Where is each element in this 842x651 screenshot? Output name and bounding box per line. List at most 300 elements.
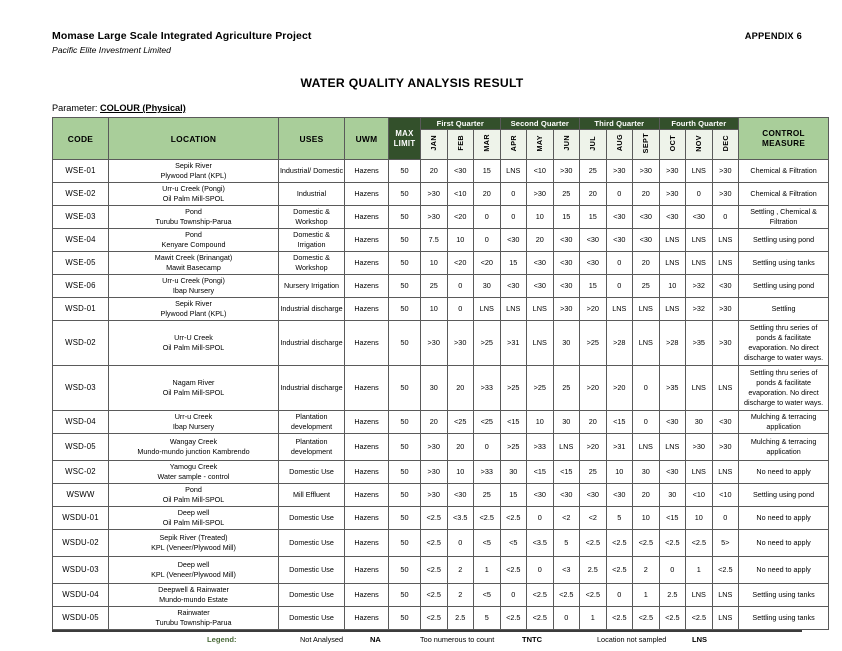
cell-max-limit: 50 — [389, 183, 421, 206]
parameter-label: Parameter: — [52, 103, 98, 113]
cell-location — [109, 434, 279, 461]
cell-value: >30 — [712, 160, 739, 183]
cell-value: 20 — [580, 411, 607, 434]
cell-value: <2.5 — [474, 507, 501, 530]
cell-value: <2.5 — [421, 530, 448, 557]
cell-value: 10 — [447, 461, 474, 484]
th-quarter-1: First Quarter — [421, 118, 501, 130]
cell-code: WSD-05 — [53, 434, 109, 461]
cell-code: WSDU-03 — [53, 557, 109, 584]
cell-value: <30 — [553, 275, 580, 298]
cell-location — [109, 530, 279, 557]
location-line1: Urr-U Creek — [174, 333, 213, 342]
cell-uwm: Hazens — [345, 530, 389, 557]
cell-value: <3 — [553, 557, 580, 584]
cell-value: <3.5 — [447, 507, 474, 530]
cell-value: <30 — [659, 461, 686, 484]
cell-value: <15 — [553, 461, 580, 484]
table-row — [53, 557, 829, 584]
cell-uwm: Hazens — [345, 434, 389, 461]
cell-value: <25 — [447, 411, 474, 434]
legend-text-lns: Location not sampled — [597, 635, 667, 644]
cell-value: LNS — [659, 298, 686, 321]
location-line2: Mundo-mundo Estate — [159, 595, 228, 604]
cell-value: 0 — [686, 183, 713, 206]
cell-value: 0 — [527, 507, 554, 530]
cell-value: LNS — [633, 434, 660, 461]
cell-value: 0 — [606, 183, 633, 206]
cell-value: <2.5 — [500, 557, 527, 584]
table-row — [53, 252, 829, 275]
max-limit-line1: MAX — [395, 129, 414, 138]
cell-value: LNS — [659, 229, 686, 252]
cell-value: 2 — [633, 557, 660, 584]
table-head — [53, 118, 829, 160]
water-quality-table — [52, 117, 829, 630]
cell-value: >30 — [686, 434, 713, 461]
cell-value: 30 — [686, 411, 713, 434]
cell-max-limit: 50 — [389, 160, 421, 183]
cell-value: 10 — [421, 298, 448, 321]
location-line2: Oil Palm Mill-SPOL — [162, 388, 225, 397]
cell-max-limit: 50 — [389, 484, 421, 507]
parameter-value: COLOUR (Physical) — [100, 103, 186, 113]
cell-value: 15 — [500, 484, 527, 507]
location-line1: Deepwell & Rainwater — [158, 585, 229, 594]
cell-uses: Plantation development — [279, 434, 345, 461]
cell-value: 25 — [580, 461, 607, 484]
cell-value: 1 — [474, 557, 501, 584]
table-row — [53, 584, 829, 607]
cell-value: 20 — [527, 229, 554, 252]
cell-max-limit: 50 — [389, 461, 421, 484]
cell-value: <15 — [659, 507, 686, 530]
cell-value: LNS — [712, 366, 739, 411]
cell-value: <2 — [553, 507, 580, 530]
th-month-nov: NOV — [686, 130, 713, 160]
location-line1: Sepik River (Treated) — [159, 533, 228, 542]
cell-value: <2.5 — [659, 530, 686, 557]
cell-value: <30 — [553, 484, 580, 507]
cell-value: <30 — [553, 229, 580, 252]
cell-value: 0 — [447, 298, 474, 321]
table-row — [53, 275, 829, 298]
cell-value: <30 — [447, 160, 474, 183]
cell-value: <2.5 — [659, 607, 686, 630]
cell-value: >30 — [421, 183, 448, 206]
cell-value: 0 — [606, 584, 633, 607]
cell-value: 15 — [580, 275, 607, 298]
th-month-jul: JUL — [580, 130, 607, 160]
cell-value: LNS — [712, 229, 739, 252]
cell-value: 25 — [633, 275, 660, 298]
cell-value: <10 — [447, 183, 474, 206]
cell-value: >25 — [580, 321, 607, 366]
cell-value: 0 — [447, 530, 474, 557]
cell-uwm: Hazens — [345, 484, 389, 507]
cell-location — [109, 607, 279, 630]
cell-value: <15 — [500, 411, 527, 434]
cell-value: 10 — [421, 252, 448, 275]
cell-value: >35 — [686, 321, 713, 366]
cell-uwm: Hazens — [345, 584, 389, 607]
cell-value: <2.5 — [606, 557, 633, 584]
cell-value: >28 — [606, 321, 633, 366]
control-measure-line2: MEASURE — [762, 138, 806, 148]
cell-value: >30 — [421, 206, 448, 229]
cell-value: >20 — [580, 298, 607, 321]
cell-value: <30 — [659, 411, 686, 434]
cell-value: >35 — [659, 366, 686, 411]
table-row — [53, 434, 829, 461]
cell-value: <2.5 — [580, 584, 607, 607]
cell-uwm: Hazens — [345, 252, 389, 275]
location-line1: Wangay Creek — [169, 437, 218, 446]
cell-value: <5 — [500, 530, 527, 557]
cell-code: WSDU-01 — [53, 507, 109, 530]
cell-location — [109, 366, 279, 411]
cell-value: >30 — [606, 160, 633, 183]
th-code: CODE — [53, 118, 109, 160]
cell-code: WSDU-05 — [53, 607, 109, 630]
legend — [52, 630, 802, 651]
location-line1: Nagam River — [172, 378, 215, 387]
location-line2: Ibap Nursery — [172, 286, 215, 295]
cell-value: <2.5 — [606, 607, 633, 630]
cell-value: 0 — [500, 206, 527, 229]
cell-value: <2.5 — [633, 607, 660, 630]
th-month-sept: SEPT — [633, 130, 660, 160]
cell-max-limit: 50 — [389, 434, 421, 461]
cell-code: WSC-02 — [53, 461, 109, 484]
cell-code: WSE-05 — [53, 252, 109, 275]
cell-value: <10 — [527, 160, 554, 183]
cell-value: 0 — [447, 275, 474, 298]
table-row — [53, 366, 829, 411]
legend-text-na: Not Analysed — [300, 635, 343, 644]
table-row — [53, 321, 829, 366]
cell-value: <30 — [580, 252, 607, 275]
cell-value: 7.5 — [421, 229, 448, 252]
cell-value: <20 — [474, 252, 501, 275]
cell-location — [109, 321, 279, 366]
location-line1: Rainwater — [177, 608, 210, 617]
th-max-limit — [389, 118, 421, 160]
cell-value: 25 — [474, 484, 501, 507]
location-line2: KPL (Veneer/Plywood Mill) — [151, 543, 236, 552]
cell-control-measure: Settling using pond — [739, 275, 829, 298]
cell-value: <30 — [606, 229, 633, 252]
cell-control-measure: Settling thru series of ponds & facilitate evaporation. No direct discharge to water ways. — [739, 366, 829, 411]
cell-code: WSDU-04 — [53, 584, 109, 607]
cell-uses: Domestic Use — [279, 507, 345, 530]
cell-value: <2.5 — [606, 530, 633, 557]
cell-uses: Domestic Use — [279, 584, 345, 607]
max-limit-line2: LIMIT — [393, 138, 416, 148]
cell-uses: Domestic Use — [279, 461, 345, 484]
cell-uwm: Hazens — [345, 275, 389, 298]
cell-value: <30 — [659, 206, 686, 229]
th-month-oct: OCT — [659, 130, 686, 160]
cell-uses: Nursery Irrigation — [279, 275, 345, 298]
table-row — [53, 229, 829, 252]
cell-uses: Mill Effluent — [279, 484, 345, 507]
cell-value: >30 — [712, 183, 739, 206]
document-header — [52, 30, 802, 64]
legend-code-tntc: TNTC — [522, 635, 542, 644]
cell-value: <30 — [527, 484, 554, 507]
cell-value: <2.5 — [421, 507, 448, 530]
cell-value: 30 — [553, 411, 580, 434]
cell-code: WSD-04 — [53, 411, 109, 434]
table-row — [53, 607, 829, 630]
cell-value: >32 — [686, 275, 713, 298]
cell-value: <20 — [447, 252, 474, 275]
th-month-mar: MAR — [474, 130, 501, 160]
legend-text-tntc: Too numerous to count — [420, 635, 495, 644]
th-month-dec: DEC — [712, 130, 739, 160]
cell-uses: Industrial/ Domestic — [279, 160, 345, 183]
location-line2: Oil Palm Mill-SPOL — [162, 194, 225, 203]
cell-value: 0 — [606, 252, 633, 275]
location-line1: Pond — [185, 207, 202, 216]
cell-value: <5 — [474, 530, 501, 557]
cell-value: >25 — [500, 366, 527, 411]
cell-uwm: Hazens — [345, 411, 389, 434]
cell-location — [109, 183, 279, 206]
cell-value: LNS — [686, 229, 713, 252]
cell-value: 20 — [633, 484, 660, 507]
cell-value: <2.5 — [686, 607, 713, 630]
cell-value: 2.5 — [580, 557, 607, 584]
cell-value: 15 — [500, 252, 527, 275]
cell-value: LNS — [686, 461, 713, 484]
th-quarter-3: Third Quarter — [580, 118, 660, 130]
cell-value: 20 — [447, 366, 474, 411]
legend-code-lns: LNS — [692, 635, 707, 644]
cell-value: <2.5 — [421, 584, 448, 607]
cell-max-limit: 50 — [389, 411, 421, 434]
cell-value: <15 — [527, 461, 554, 484]
cell-max-limit: 50 — [389, 584, 421, 607]
cell-value: <2.5 — [553, 584, 580, 607]
cell-value: 0 — [659, 557, 686, 584]
cell-uwm: Hazens — [345, 607, 389, 630]
cell-value: >30 — [712, 321, 739, 366]
location-line2: Oil Palm Mill-SPOL — [162, 343, 225, 352]
cell-max-limit: 50 — [389, 252, 421, 275]
cell-value: 30 — [633, 461, 660, 484]
cell-code: WSE-04 — [53, 229, 109, 252]
cell-value: LNS — [659, 434, 686, 461]
location-line1: Deep well — [177, 560, 210, 569]
cell-value: 2.5 — [447, 607, 474, 630]
cell-value: LNS — [474, 298, 501, 321]
cell-control-measure: Settling using tanks — [739, 252, 829, 275]
cell-value: >30 — [421, 461, 448, 484]
cell-control-measure: No need to apply — [739, 557, 829, 584]
cell-value: 10 — [633, 507, 660, 530]
cell-value: >32 — [686, 298, 713, 321]
cell-value: <30 — [712, 275, 739, 298]
cell-value: >30 — [659, 183, 686, 206]
cell-max-limit: 50 — [389, 229, 421, 252]
cell-value: >30 — [712, 434, 739, 461]
cell-value: 2 — [447, 584, 474, 607]
cell-location — [109, 411, 279, 434]
cell-uwm: Hazens — [345, 321, 389, 366]
cell-value: <2.5 — [500, 607, 527, 630]
table-row — [53, 461, 829, 484]
cell-control-measure: No need to apply — [739, 507, 829, 530]
location-line2: Kenyare Compound — [161, 240, 226, 249]
cell-value: 1 — [633, 584, 660, 607]
cell-value: 5 — [553, 530, 580, 557]
cell-location — [109, 252, 279, 275]
cell-value: LNS — [712, 461, 739, 484]
cell-value: 5> — [712, 530, 739, 557]
cell-uses: Industrial discharge — [279, 321, 345, 366]
cell-uses: Domestic & Workshop — [279, 206, 345, 229]
cell-value: LNS — [606, 298, 633, 321]
location-line2: KPL (Veneer/Plywood Mill) — [151, 570, 236, 579]
parameter-line — [52, 103, 802, 113]
cell-value: <15 — [606, 411, 633, 434]
cell-code: WSE-03 — [53, 206, 109, 229]
cell-control-measure: Settling thru series of ponds & facilitate evaporation. No direct discharge to water ways. — [739, 321, 829, 366]
cell-value: <2.5 — [712, 557, 739, 584]
cell-value: 15 — [474, 160, 501, 183]
cell-control-measure: No need to apply — [739, 530, 829, 557]
cell-value: 0 — [633, 411, 660, 434]
cell-value: LNS — [527, 298, 554, 321]
cell-control-measure: Settling using pond — [739, 229, 829, 252]
location-line2: Water sample - control — [157, 472, 230, 481]
cell-value: 10 — [527, 206, 554, 229]
cell-value: 0 — [474, 434, 501, 461]
cell-value: >25 — [527, 366, 554, 411]
cell-value: 20 — [633, 252, 660, 275]
location-line1: Urr-u Creek (Pongi) — [162, 184, 225, 193]
cell-uses: Domestic Use — [279, 607, 345, 630]
cell-max-limit: 50 — [389, 275, 421, 298]
location-line2: Oil Palm Mill-SPOL — [162, 495, 225, 504]
cell-value: <30 — [580, 229, 607, 252]
cell-value: >25 — [500, 434, 527, 461]
cell-value: <2.5 — [421, 607, 448, 630]
cell-value: 0 — [527, 557, 554, 584]
th-month-feb: FEB — [447, 130, 474, 160]
cell-value: 10 — [447, 229, 474, 252]
cell-value: <30 — [527, 252, 554, 275]
cell-value: <2.5 — [421, 557, 448, 584]
cell-value: >30 — [421, 484, 448, 507]
cell-value: >30 — [553, 160, 580, 183]
cell-uwm: Hazens — [345, 507, 389, 530]
cell-value: 25 — [553, 366, 580, 411]
cell-location — [109, 507, 279, 530]
location-line2: Ibap Nursery — [172, 422, 215, 431]
cell-value: >30 — [421, 434, 448, 461]
cell-code: WSE-02 — [53, 183, 109, 206]
cell-value: >30 — [659, 160, 686, 183]
cell-value: LNS — [712, 252, 739, 275]
cell-location — [109, 584, 279, 607]
cell-value: 20 — [474, 183, 501, 206]
cell-value: <30 — [500, 275, 527, 298]
location-line1: Mawit Creek (Brinangat) — [154, 253, 233, 262]
th-quarter-2: Second Quarter — [500, 118, 580, 130]
cell-value: >30 — [421, 321, 448, 366]
cell-value: 0 — [500, 183, 527, 206]
cell-value: 30 — [659, 484, 686, 507]
cell-value: <30 — [633, 206, 660, 229]
cell-location — [109, 275, 279, 298]
cell-value: 0 — [500, 584, 527, 607]
table-row — [53, 484, 829, 507]
cell-uses: Industrial discharge — [279, 366, 345, 411]
cell-location — [109, 484, 279, 507]
table-row — [53, 530, 829, 557]
cell-value: 0 — [633, 366, 660, 411]
cell-value: 0 — [474, 206, 501, 229]
cell-value: <10 — [686, 484, 713, 507]
cell-value: 25 — [580, 160, 607, 183]
cell-value: LNS — [686, 584, 713, 607]
location-line1: Pond — [185, 485, 202, 494]
project-title: Momase Large Scale Integrated Agriculture Project — [52, 30, 312, 42]
table-row — [53, 298, 829, 321]
th-uwm: UWM — [345, 118, 389, 160]
th-month-jun: JUN — [553, 130, 580, 160]
cell-code: WSWW — [53, 484, 109, 507]
page-title: WATER QUALITY ANALYSIS RESULT — [300, 76, 524, 90]
cell-value: >28 — [659, 321, 686, 366]
cell-value: 20 — [580, 183, 607, 206]
cell-uwm: Hazens — [345, 366, 389, 411]
cell-value: >20 — [580, 366, 607, 411]
cell-control-measure: Chemical & Filtration — [739, 183, 829, 206]
cell-value: >30 — [527, 183, 554, 206]
cell-value: 15 — [553, 206, 580, 229]
cell-value: LNS — [686, 366, 713, 411]
table-row — [53, 507, 829, 530]
cell-value: 0 — [712, 507, 739, 530]
cell-control-measure: No need to apply — [739, 461, 829, 484]
cell-value: <5 — [474, 584, 501, 607]
cell-value: LNS — [500, 160, 527, 183]
cell-value: LNS — [686, 160, 713, 183]
cell-value: >31 — [500, 321, 527, 366]
cell-value: <30 — [580, 484, 607, 507]
header-row-top — [53, 118, 829, 130]
cell-value: <2.5 — [527, 607, 554, 630]
cell-value: 15 — [580, 206, 607, 229]
cell-location — [109, 298, 279, 321]
location-line1: Deep well — [177, 508, 210, 517]
cell-value: 10 — [606, 461, 633, 484]
cell-control-measure: Settling — [739, 298, 829, 321]
th-quarter-4: Fourth Quarter — [659, 118, 739, 130]
cell-max-limit: 50 — [389, 607, 421, 630]
cell-value: <2.5 — [500, 507, 527, 530]
cell-value: 30 — [500, 461, 527, 484]
cell-control-measure: Settling using tanks — [739, 584, 829, 607]
th-uses: USES — [279, 118, 345, 160]
table-row — [53, 160, 829, 183]
cell-uwm: Hazens — [345, 229, 389, 252]
cell-value: 0 — [606, 275, 633, 298]
